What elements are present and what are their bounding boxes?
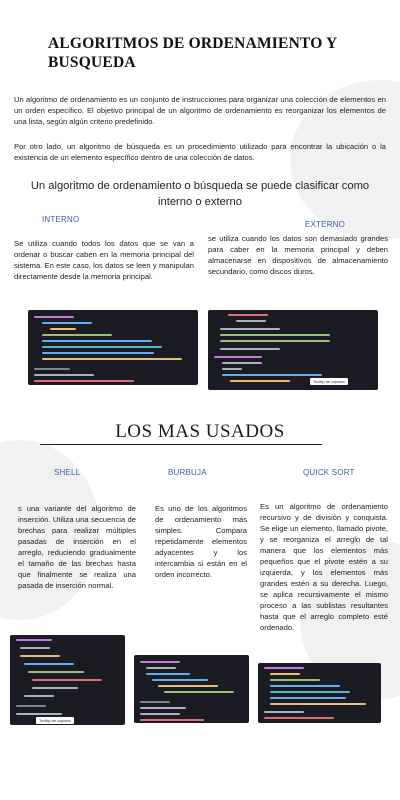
burbuja-heading: BURBUJA — [168, 468, 207, 477]
intro-paragraph-1: Un algoritmo de ordenamiento es un conjunto de instrucciones para organizar una colección de elementos en un orden específico. El objetivo principal de un algoritmo de ordenamiento es reorganizar los elementos de una lista, según algún criterio predefinido. — [14, 95, 386, 126]
shell-code-image — [10, 635, 125, 725]
section-divider — [40, 444, 322, 445]
quicksort-code-image — [28, 310, 198, 385]
shell-text: s una variante del algoritmo de inserción. Utiliza una secuencia de brechas para realizar múltiples pasadas de inserción en el arreglo, reduciendo gradualmente el tamaño de las brechas hasta que finalmente se realiza una pasada de inserción normal. — [18, 504, 136, 590]
externo-text: se utiliza cuando los datos son demasiado grandes para caber en la memoria principal y deben almacenarse en dispositivos de almacenamiento secundario, como discos duros. — [208, 234, 388, 276]
quicksort-text: Es un algoritmo de ordenamiento recursivo y de división y conquista. Se elige un elemento, llamado pivote, y se reorganiza el arreglo de tal manera que los elementos más pequeños que el pivote estén a su izquierda, y los elementos más grandes estén a su derecha. Luego, se aplica recursivamente el mismo proceso a las sublistas resultantes hasta que el arreglo completo esté ordenado. — [260, 502, 388, 632]
shell-heading: SHELL — [54, 468, 81, 477]
interno-text: Se utiliza cuando todos los datos que se van a ordenar o buscar caben en la memoria principal del sistema. En este caso, los datos se leen y manipulan directamente desde la memoria principal. — [14, 239, 194, 281]
capture-tooltip: Tooltip de captura — [310, 378, 348, 385]
interno-heading: INTERNO — [42, 215, 80, 224]
burbuja-text: Es uno de los algoritmos de ordenamiento más simples. Compara repetidamente elementos adyacentes y los intercambia si están en el orden incorrecto. — [155, 504, 247, 579]
externo-heading: EXTERNO — [305, 220, 346, 229]
section-title: LOS MAS USADOS — [115, 421, 285, 442]
external-code-image — [208, 310, 378, 390]
burbuja-code-image — [134, 655, 249, 723]
page-title: ALGORITMOS DE ORDENAMIENTO Y BUSQUEDA — [48, 35, 337, 71]
quicksort-code-image-2 — [258, 663, 381, 723]
intro-paragraph-2: Por otro lado, un algoritmo de búsqueda es un procedimiento utilizado para encontrar la ubicación o la existencia de un elemento específico dentro de una colección de datos. — [14, 142, 386, 162]
classification-subtitle: Un algoritmo de ordenamiento o búsqueda se puede clasificar como interno o externo — [30, 180, 370, 208]
capture-tooltip: Tooltip de captura — [36, 717, 74, 724]
quicksort-heading: QUICK SORT — [303, 468, 355, 477]
